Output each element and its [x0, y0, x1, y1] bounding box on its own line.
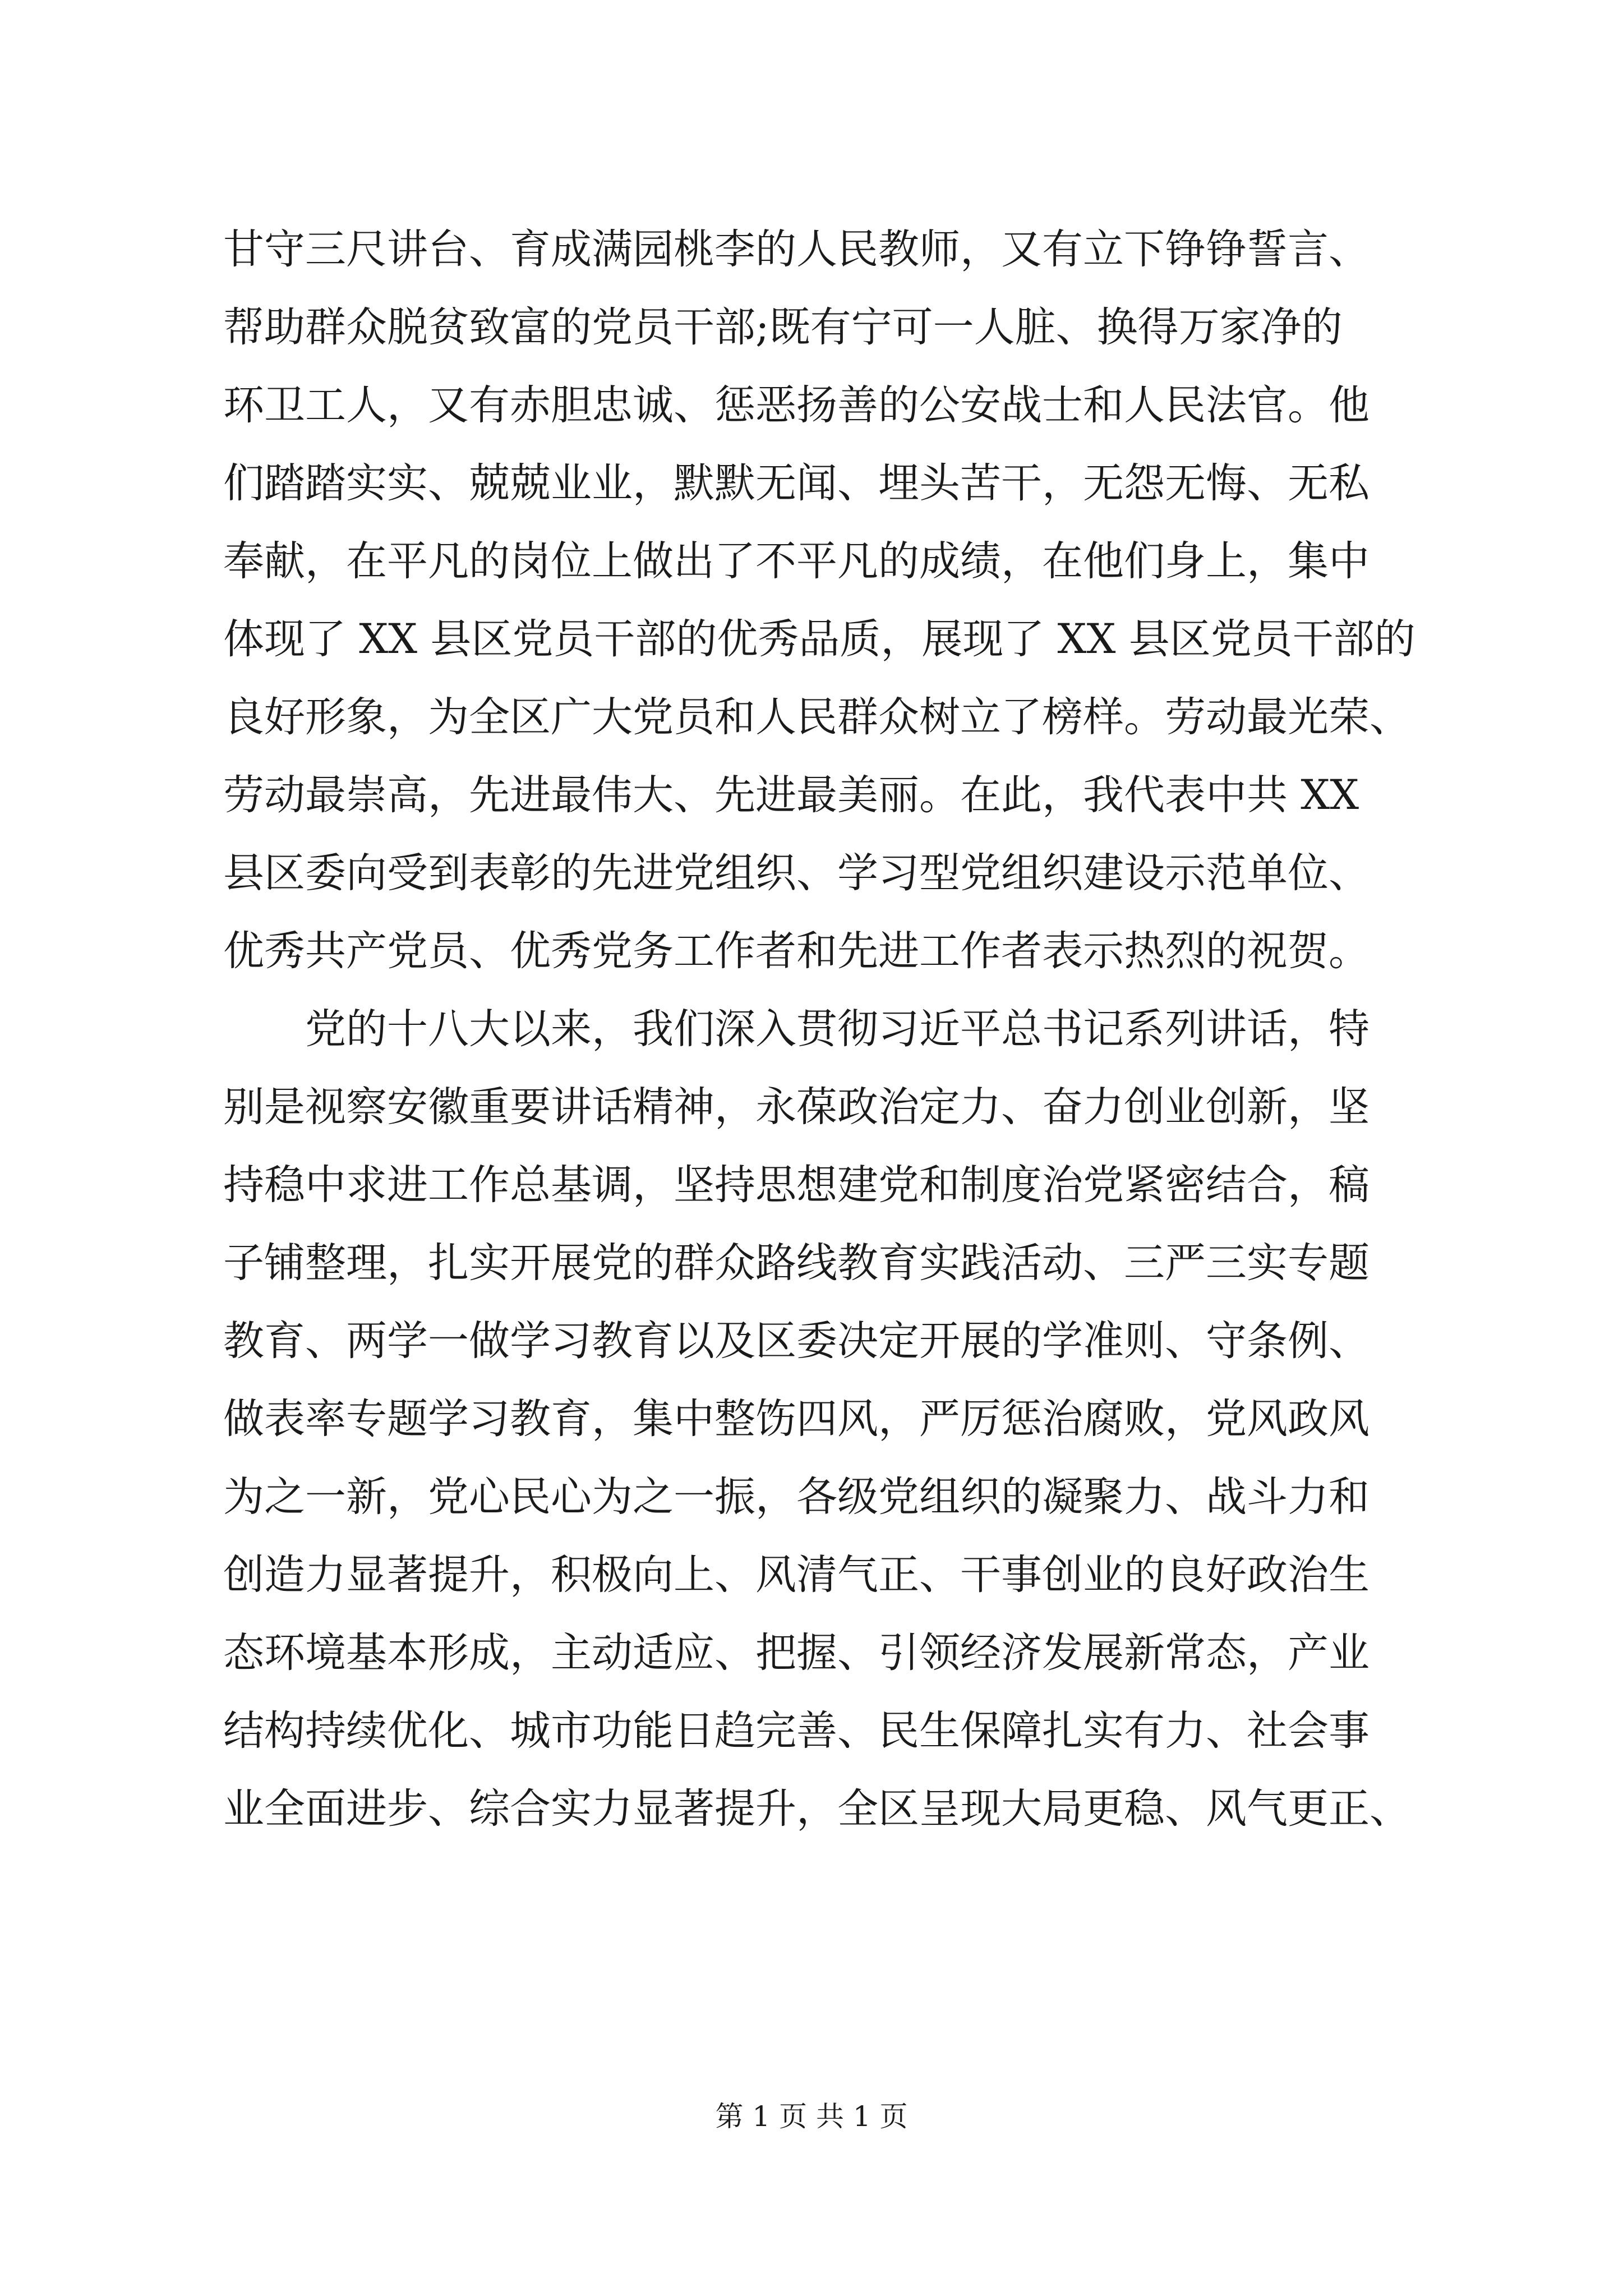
paragraph-2	[223, 990, 1412, 1848]
text-line: 做表率专题学习教育，集中整饬四风，严厉惩治腐败，党风政风	[223, 1395, 1370, 1443]
text-line: 优秀共产党员、优秀党务工作者和先进工作者表示热烈的祝贺。	[223, 927, 1370, 975]
text-line: 帮助群众脱贫致富的党员干部;既有宁可一人脏、换得万家净的	[223, 303, 1343, 351]
text-line: 良好形象，为全区广大党员和人民群众树立了榜样。劳动最光荣、	[223, 693, 1410, 741]
document-body	[223, 210, 1415, 1848]
text-line: 子铺整理，扎实开展党的群众路线教育实践活动、三严三实专题	[223, 1239, 1370, 1287]
text-line: 持稳中求进工作总基调，坚持思想建党和制度治党紧密结合，稿	[223, 1161, 1370, 1209]
text-line: 为之一新，党心民心为之一振，各级党组织的凝聚力、战斗力和	[223, 1473, 1370, 1521]
page-footer: 第 1 页 共 1 页	[715, 2100, 908, 2133]
text-line: 教育、两学一做学习教育以及区委决定开展的学准则、守条例、	[223, 1317, 1370, 1365]
text-line: 劳动最崇高，先进最伟大、先进最美丽。在此，我代表中共 XX	[223, 771, 1359, 819]
text-line: 别是视察安徽重要讲话精神，永葆政治定力、奋力创业创新，坚	[223, 1083, 1370, 1131]
text-line: 结构持续优化、城市功能日趋完善、民生保障扎实有力、社会事	[223, 1707, 1370, 1755]
paragraph-1	[223, 210, 1415, 990]
text-line: 奉献，在平凡的岗位上做出了不平凡的成绩，在他们身上，集中	[223, 537, 1370, 585]
text-line: 环卫工人，又有赤胆忠诚、惩恶扬善的公安战士和人民法官。他	[223, 381, 1370, 429]
text-line: 党的十八大以来，我们深入贯彻习近平总书记系列讲话，特	[305, 1005, 1370, 1053]
text-line: 业全面进步、综合实力显著提升，全区呈现大局更稳、风气更正、	[223, 1785, 1410, 1833]
text-line: 体现了 XX 县区党员干部的优秀品质，展现了 XX 县区党员干部的	[223, 615, 1415, 663]
text-line: 们踏踏实实、兢兢业业，默默无闻、埋头苦干，无怨无悔、无私	[223, 459, 1370, 507]
text-line: 创造力显著提升，积极向上、风清气正、干事创业的良好政治生	[223, 1551, 1370, 1599]
text-line: 县区委向受到表彰的先进党组织、学习型党组织建设示范单位、	[223, 849, 1370, 897]
text-line: 态环境基本形成，主动适应、把握、引领经济发展新常态，产业	[223, 1629, 1370, 1677]
text-line: 甘守三尺讲台、育成满园桃李的人民教师，又有立下铮铮誓言、	[223, 226, 1370, 273]
